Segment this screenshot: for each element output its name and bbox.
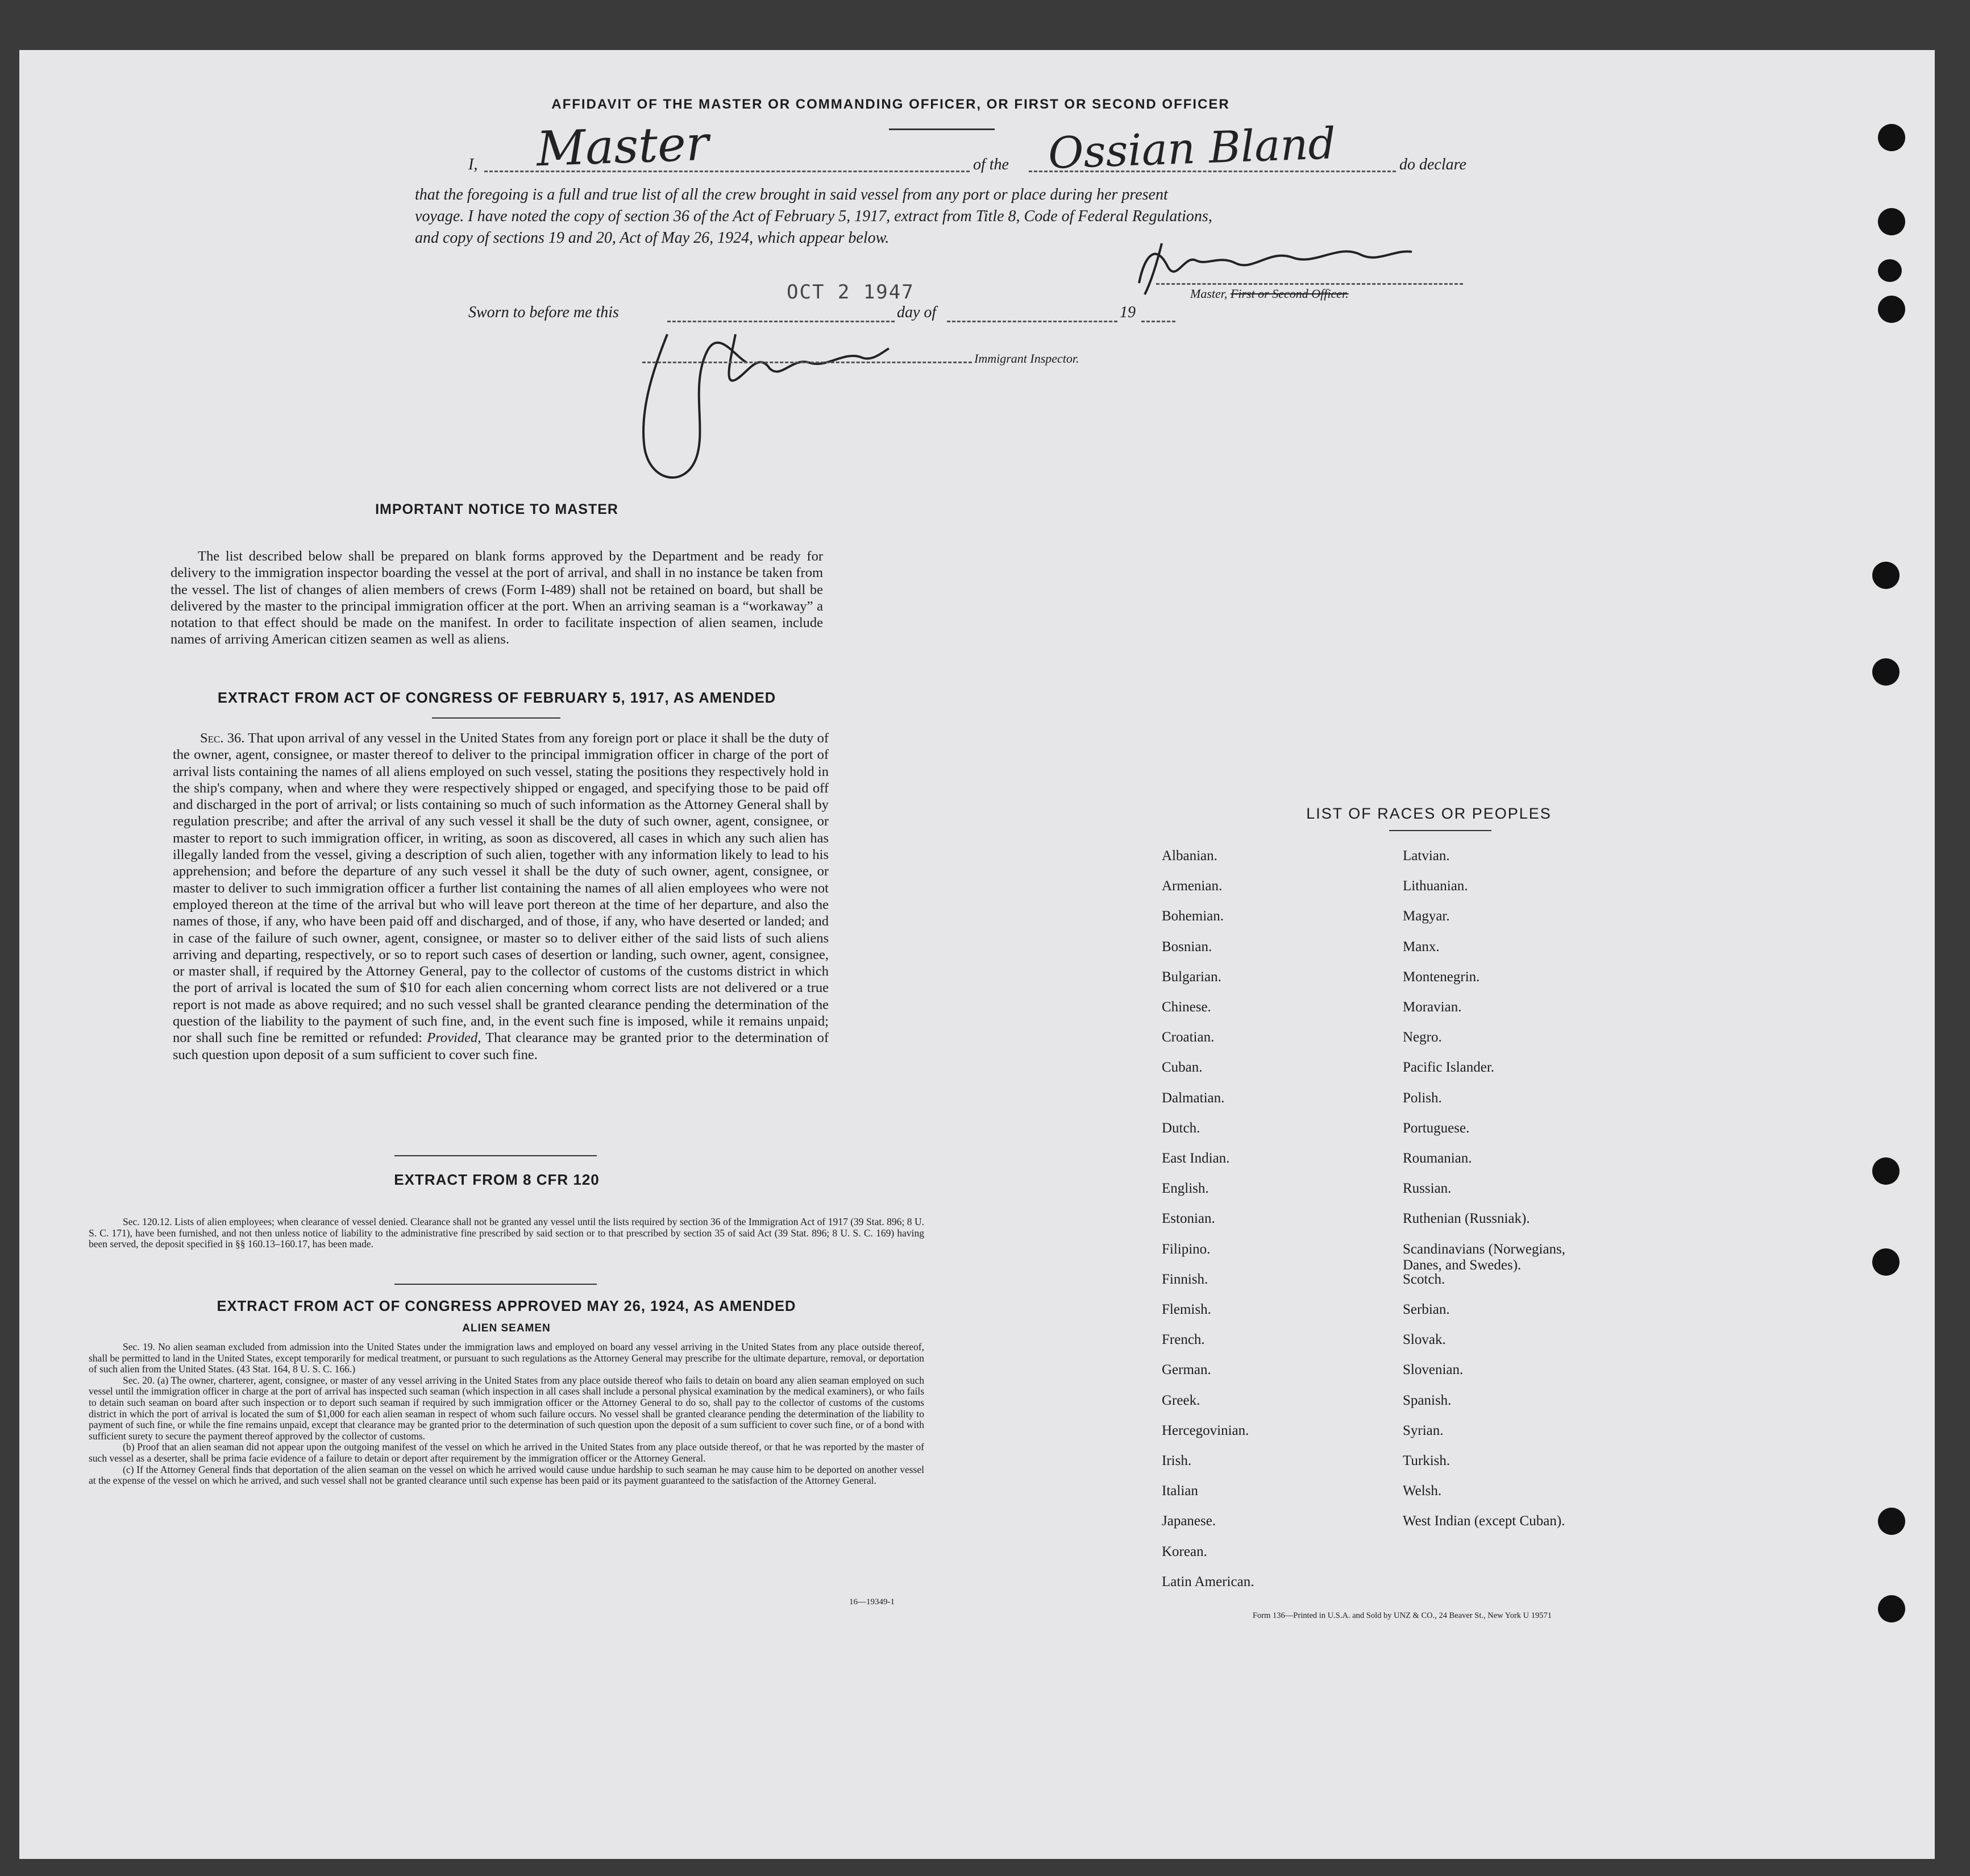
race-item: Flemish. [1162, 1302, 1211, 1317]
race-item: Scandinavians (Norwegians, [1403, 1241, 1566, 1257]
day-of-label: day of [897, 304, 937, 321]
race-item: West Indian (except Cuban). [1403, 1513, 1565, 1529]
punch-hole [1878, 1508, 1905, 1535]
race-item: Ruthenian (Russniak). [1403, 1211, 1530, 1227]
race-item: Magyar. [1403, 908, 1450, 924]
race-item: Dutch. [1162, 1120, 1200, 1136]
sec-20a: Sec. 20. (a) The owner, charterer, agent, consignee, or master of any vessel arriving in the United States from any place outside thereof who fails to detain on board any alien seaman employed on such vessel until the immigration officer in charge at the port of arrival has inspected such seaman (which inspection in all cases shall include a personal physical examination by the medical examiners), or who fails to detain such seaman on board after such inspection or to deport such seaman if required by such immigration officer or the Attorney General to do so, shall pay to the collector of customs of the customs district in which the port of arrival is located the sum of $1,000 for each alien seaman in respect of whom such failure occurs. No vessel shall be granted clearance pending the determination of the liability to payment of such fine, or while the fine remains unpaid, except that clearance may be granted prior to the determination of such question upon the deposit of a sum sufficient to cover such fine, or of a bond with sufficient surety to secure the payment thereof approved by the collector of customs. [89, 1374, 924, 1442]
race-item: Syrian. [1403, 1422, 1444, 1438]
punch-hole [1878, 1595, 1905, 1622]
race-item: Welsh. [1403, 1483, 1442, 1499]
date-stamp: OCT 2 1947 [787, 281, 915, 304]
sworn-label: Sworn to before me this [468, 304, 619, 321]
race-item: Slovenian. [1403, 1362, 1464, 1378]
officer-caption: Master, First or Second Officer. [1190, 287, 1349, 301]
race-item: Filipino. [1162, 1241, 1211, 1257]
race-item: Hercegovinian. [1162, 1422, 1249, 1438]
race-item: Bohemian. [1162, 908, 1224, 924]
race-item: Moravian. [1403, 999, 1462, 1015]
race-item: Roumanian. [1403, 1151, 1472, 1166]
race-item: Polish. [1403, 1090, 1442, 1106]
vessel-handwriting: Ossian Bland [1047, 118, 1337, 179]
form-page [19, 50, 1935, 1859]
master-handwriting: Master [535, 115, 710, 177]
printer-footer: Form 136—Printed in U.S.A. and Sold by UNZ & CO., 24 Beaver St., New York U 19571 [1253, 1611, 1552, 1620]
do-declare-label: do declare [1399, 156, 1466, 173]
sec-20b: (b) Proof that an alien seaman did not appear upon the outgoing manifest of the vessel on which he arrived in the United States from any place outside thereof, or that he was reported by the master of such vessel as a deserter, shall be prima facie evidence of a failure to detain or deport after requirement by the immigration officer or the Attorney General. [89, 1441, 924, 1464]
race-item: East Indian. [1162, 1151, 1230, 1166]
cfr-rule [394, 1155, 597, 1156]
punch-hole [1872, 658, 1900, 686]
extract-1924-subtitle: ALIEN SEAMEN [462, 1322, 551, 1334]
punch-hole [1878, 296, 1905, 323]
inspector-signature-line [642, 362, 972, 363]
sec-19: Sec. 19. No alien seaman excluded from admission into the United States under the immigration laws and employed on board any vessel arriving in the United States from any place outside thereof, shall be permitted to land in the United States, except temporarily for medical treatment, or pursuant to such regulations as the Attorney General may prescribe for the ultimate departure, removal, or deportation of such alien from the United States. (43 Stat. 164, 8 U. S. C. 166.) [89, 1341, 924, 1375]
extract-1917-rule [432, 717, 560, 719]
race-item: Russian. [1403, 1181, 1452, 1197]
extract-1924-rule [394, 1284, 597, 1285]
punch-hole [1872, 562, 1900, 589]
race-item: German. [1162, 1362, 1211, 1378]
race-item: Greek. [1162, 1392, 1200, 1408]
race-item: Scotch. [1403, 1271, 1445, 1287]
race-item: Bulgarian. [1162, 969, 1221, 985]
affidavit-statement: that the foregoing is a full and true list of all the crew brought in said vessel from any port or place during her present voyage. I have noted the copy of section 36 of the Act of February 5, 1917, extract from Title 8, Code of Federal Regulations, and copy of sections 19 and 20, Act of May 26, 1924, which appear below. [415, 186, 1212, 247]
affidavit-i-label: I, [468, 156, 478, 173]
race-item: Portuguese. [1403, 1120, 1470, 1136]
race-item: Korean. [1162, 1543, 1207, 1559]
race-item: Irish. [1162, 1453, 1192, 1468]
extract-1917-text: Sec. 36. That upon arrival of any vessel in the United States from any foreign port or place it shall be the duty of the owner, agent, consignee, or master thereof to deliver to the principal immigration officer in charge of the port of arrival lists containing the names of all aliens employed on such vessel, stating the positions they respectively hold in the ship's company, when and where they were respectively shipped or engaged, and specifying those to be paid off and discharged in the port of arrival; or lists containing so much of such information as the Attorney General shall by regulation prescribe; and after the arrival of any such vessel it shall be the duty of such owner, agent, consignee, or master to report to such immigration officer, in writing, as soon as discovered, all cases in which any such alien has illegally landed from the vessel, giving a description of such alien, together with any information likely to lead to his apprehension; and before the departure of any such vessel it shall be the duty of such owner, agent, consignee, or master to deliver to such immigration officer a further list containing the names of all alien employees who were not employed thereon at the time of the arrival but who will leave port thereon at the time of her departure, and also the names of those, if any, who have been paid off and discharged, and of those, if any, who have deserted or landed; and in case of the failure of such owner, agent, consignee, or master so to deliver either of the said lists of such aliens arriving and departing, respectively, or so to report such cases of desertion or landing, such owner, agent, consignee, or master shall, if required by the Attorney General, pay to the collector of customs of the customs district in which the port of arrival is located the sum of $10 for each alien concerning whom correct lists are not delivered or a true report is not made as above required; and no such vessel shall be granted clearance pending the determination of the question of the liability to the payment of such fine, and, in the event such fine is imposed, while it remains unpaid; nor shall such fine be remitted or refunded: Provided, That clearance may be granted prior to the determination of such question upon deposit of a sum sufficient to cover such fine. [173, 731, 829, 1062]
extract-1917-title: EXTRACT FROM ACT OF CONGRESS OF FEBRUARY 5, 1917, AS AMENDED [217, 690, 776, 706]
punch-hole [1878, 124, 1905, 151]
of-the-label: of the [973, 156, 1009, 173]
inspector-caption: Immigrant Inspector. [974, 351, 1079, 366]
punch-hole [1872, 1248, 1900, 1276]
notice-text: The list described below shall be prepared on blank forms approved by the Department and be ready for delivery to the immigration inspector boarding the vessel at the port of arrival, and shall in no instance be taken from the vessel. The list of changes of alien members of crews (Form I-489) shall not be retained on board, but shall be delivered by the master to the principal immigration officer at the port. When an arriving seaman is a “workaway” a notation to that effect should be made on the manifest. In order to facilitate inspection of alien seamen, include names of arriving American citizen seamen as well as aliens. [171, 549, 823, 648]
sworn-month-line [947, 321, 1117, 322]
year-line [1141, 321, 1175, 322]
race-item: Dalmatian. [1162, 1090, 1225, 1106]
race-item: Japanese. [1162, 1513, 1216, 1529]
race-item: Negro. [1403, 1030, 1442, 1045]
race-item: Chinese. [1162, 999, 1211, 1015]
race-item: Manx. [1403, 939, 1440, 954]
cfr-title: EXTRACT FROM 8 CFR 120 [394, 1171, 600, 1188]
race-item: Croatian. [1162, 1030, 1215, 1045]
race-item: Pacific Islander. [1403, 1060, 1495, 1076]
race-item: Finnish. [1162, 1271, 1208, 1287]
year-prefix: 19 [1120, 304, 1136, 321]
race-item: Cuban. [1162, 1060, 1203, 1076]
affidavit-title: AFFIDAVIT OF THE MASTER OR COMMANDING OFFICER, OR FIRST OR SECOND OFFICER [551, 97, 1230, 112]
race-item: Armenian. [1162, 878, 1223, 894]
races-rule [1389, 830, 1491, 831]
race-item: Montenegrin. [1403, 969, 1480, 985]
cfr-text: Sec. 120.12. Lists of alien employees; when clearance of vessel denied. Clearance shall not be granted any vessel until the lists required by section 36 of the Immigration Act of 1917 (39 Stat. 896; 8 U. S. C. 171), have been furnished, and not then unless notice of liability to the administrative fine prescribed by said section or to that prescribed by section 35 of said Act (39 Stat. 896; 8 U. S. C. 169) having been served, the deposit specified in §§ 160.13–160.17, has been made. [89, 1216, 924, 1250]
race-item: English. [1162, 1181, 1209, 1197]
race-item: Bosnian. [1162, 939, 1212, 954]
extract-1924-text [89, 1342, 924, 1487]
race-item: Latin American. [1162, 1574, 1254, 1589]
race-item: Serbian. [1403, 1302, 1450, 1317]
inspector-signature [622, 317, 895, 499]
race-item: Slovak. [1403, 1332, 1446, 1348]
punch-hole [1878, 208, 1905, 235]
punch-hole [1872, 1157, 1900, 1185]
race-item: Danes, and Swedes). [1403, 1257, 1522, 1273]
race-item: Lithuanian. [1403, 878, 1468, 894]
race-item: French. [1162, 1332, 1205, 1348]
form-code: 16—19349-1 [849, 1597, 895, 1607]
race-item: Turkish. [1403, 1453, 1451, 1468]
notice-title: IMPORTANT NOTICE TO MASTER [375, 501, 618, 517]
races-title: LIST OF RACES OR PEOPLES [1306, 805, 1552, 822]
punch-hole [1878, 259, 1902, 282]
race-item: Albanian. [1162, 848, 1217, 864]
officer-signature-line [1156, 283, 1463, 285]
race-item: Latvian. [1403, 848, 1450, 864]
extract-1924-title: EXTRACT FROM ACT OF CONGRESS APPROVED MAY 26, 1924, AS AMENDED [217, 1298, 796, 1314]
race-item: Italian [1162, 1483, 1198, 1499]
title-rule [889, 128, 995, 130]
race-item: Spanish. [1403, 1392, 1452, 1408]
race-item: Estonian. [1162, 1211, 1215, 1227]
sec-20c: (c) If the Attorney General finds that deportation of the alien seaman on the vessel on which he arrived would cause undue hardship to such seaman he may cause him to be deported on another vessel at the expense of the vessel on which he arrived, and such vessel shall not be granted clearance until such expense has been paid or its payment guaranteed to the satisfaction of the Attorney General. [89, 1463, 924, 1487]
